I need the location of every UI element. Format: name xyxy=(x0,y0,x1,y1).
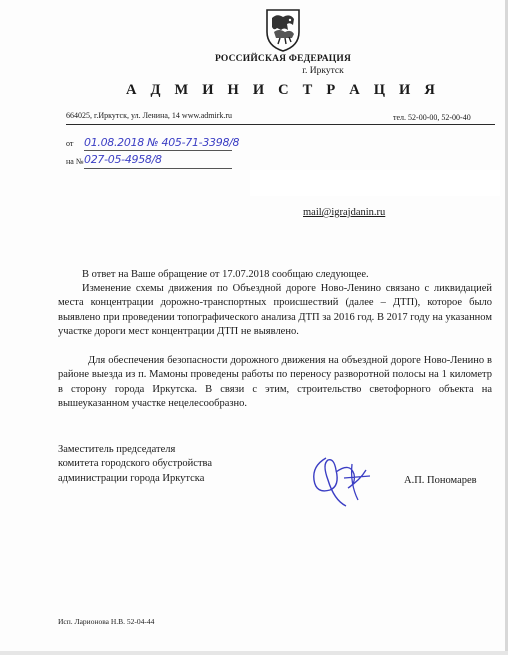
signatory-title-line-1: Заместитель председателя xyxy=(58,444,176,455)
handwritten-signature-icon xyxy=(306,450,372,508)
header-title: А Д М И Н И С Т Р А Ц И Я xyxy=(126,82,440,98)
header-divider xyxy=(66,124,495,125)
reference-number xyxy=(66,157,84,166)
signer-name: А.П. Пономарев xyxy=(404,475,477,486)
signatory-title xyxy=(58,443,212,486)
signatory-title-line-3: администрации города Иркутска xyxy=(58,472,205,484)
reference-from xyxy=(66,139,84,148)
paragraph-safety-measures: Для обеспечения безопасности дорожного движения на объездной дороге Ново-Ленино в районе выезда из п. Мамоны проведены работы по переносу разворотной полосы на 1 километр в сторону города Иркутска. В связи с этим, строительство светофорного объекта на вышеуказанном участке нецелесообразно. xyxy=(58,355,492,410)
paragraph-scheme-change: Изменение схемы движения по Объездной дороге Ново-Ленино связано с ликвидацией места концентрации дорожно-транспортных происшествий (далее – ДТП), которое было выявлено при проведении топографического анализа ДТП за 2016 год. В 2017 году на указанном участке дороги мест концентрации ДТП не выявлено. xyxy=(58,283,492,338)
header-city: г. Иркутск xyxy=(302,66,344,76)
paragraph-intro: В ответ на Ваше обращение от 17.07.2018 сообщаю следующее. xyxy=(82,269,369,280)
city-coat-of-arms-icon xyxy=(263,8,303,52)
reference-from-label: от xyxy=(66,139,74,148)
redacted-recipient xyxy=(250,170,500,196)
header-federation: РОССИЙСКАЯ ФЕДЕРАЦИЯ xyxy=(214,54,352,64)
page-edge-bottom xyxy=(0,651,508,655)
recipient-email[interactable]: mail@igrajdanin.ru xyxy=(303,207,386,218)
header-phone: тел. 52-00-00, 52-00-40 xyxy=(393,113,471,122)
reference-number-handwritten: 027-05-4958/8 xyxy=(84,153,162,166)
reference-from-line xyxy=(84,150,232,151)
header-address: 664025, г.Иркутск, ул. Ленина, 14 www.admirk.ru xyxy=(66,111,233,120)
reference-from-handwritten: 01.08.2018 № 405-71-3398/8 xyxy=(84,136,240,149)
executor-footer: Исп. Ларионова Н.В. 52-04-44 xyxy=(58,617,155,626)
reference-number-line xyxy=(84,168,232,169)
reference-number-label: на № xyxy=(66,157,84,166)
signatory-title-line-2: комитета городского обустройства xyxy=(58,458,213,470)
